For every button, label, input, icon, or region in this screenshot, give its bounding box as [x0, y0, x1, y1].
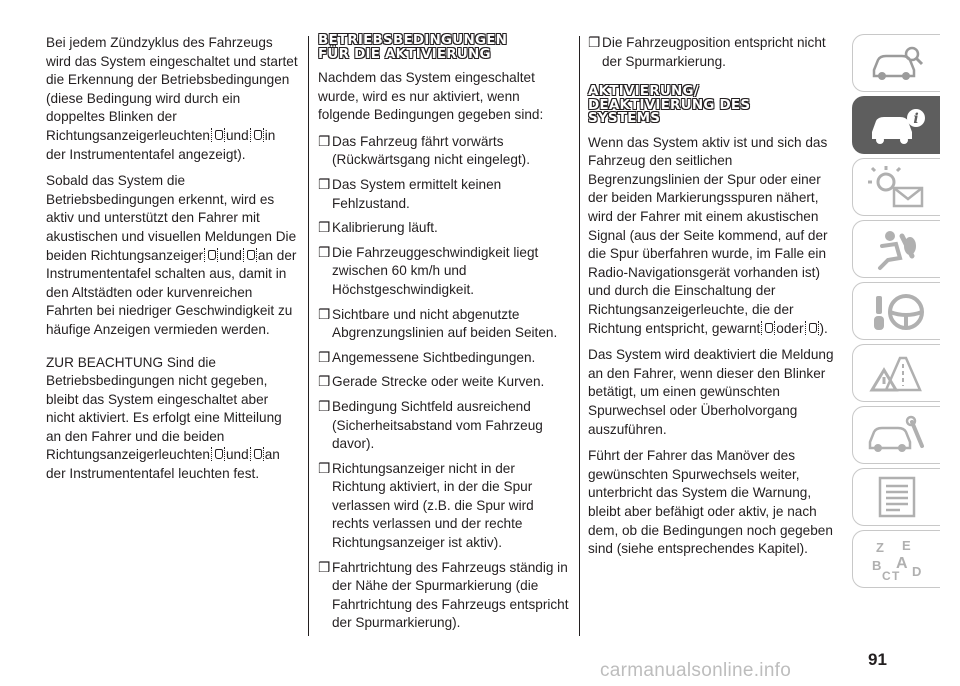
- column-middle: [318, 34, 570, 639]
- tab-maintenance[interactable]: [852, 406, 940, 464]
- list-item: ❒ Kalibrierung läuft.: [318, 219, 570, 238]
- watermark: carmanualsonline.info: [600, 660, 792, 681]
- airbag-person-icon: [866, 226, 928, 272]
- list-item: ❒ Gerade Strecke oder weite Kurven.: [318, 373, 570, 392]
- checkbox-bullet-icon: ❒: [318, 398, 331, 414]
- turn-signal-right-icon: [243, 248, 257, 262]
- checkbox-bullet-icon: ❒: [318, 176, 331, 192]
- paragraph-note: ZUR BEACHTUNG Sind die Betriebsbedingungen nicht gegeben, bleibt das System eingeschaltet aber nicht aktiviert. Es erfolgt eine Mitteilung an den Fahrer und die beiden Richtungsanzeigerleuchten und an der Instrumententafel leuchten fest.: [46, 354, 282, 482]
- checkbox-bullet-icon: ❒: [318, 220, 331, 236]
- tab-starting-driving[interactable]: [852, 282, 940, 340]
- page-number: 91: [868, 650, 887, 669]
- info-letter: i: [912, 111, 919, 127]
- chapter-tabs: [852, 34, 944, 592]
- checkbox-bullet-icon: ❒: [318, 460, 331, 476]
- turn-signal-right-icon: [250, 128, 264, 142]
- turn-signal-left-icon: [204, 248, 218, 262]
- car-search-icon: [866, 40, 928, 86]
- turn-signal-left-icon: [211, 128, 225, 142]
- car-info-icon: [866, 102, 928, 148]
- list-item: ❒ Richtungsanzeiger nicht in der Richtung aktiviert, in der die Spur verlassen wird (z.B. die Spur wird rechts verlassen und der rechte Richtungsanzeiger ist aktiv).: [318, 460, 534, 551]
- column-divider: [579, 36, 580, 636]
- paragraph-deactivation: Das System wird deaktiviert die Meldung an den Fahrer, wenn dieser den Blinker betätigt, um einen gewünschten Spurwechsel oder Überholvorgang auszuführen.: [588, 347, 834, 437]
- conditions-intro: Nachdem das System eingeschaltet wurde, wird es nur aktiviert, wenn folgende Bedingungen gegeben sind:: [318, 70, 544, 123]
- alphabet-index-icon: [866, 536, 928, 582]
- list-item: ❒ Sichtbare und nicht abgenutzte Abgrenzungslinien auf beiden Seiten.: [318, 306, 558, 341]
- svg-text:E: E: [901, 538, 911, 553]
- tab-technical-data[interactable]: [852, 468, 940, 526]
- list-item: ❒ Angemessene Sichtbedingungen.: [318, 349, 570, 368]
- column-divider: [308, 36, 309, 636]
- paragraph-maneuver: Führt der Fahrer das Manöver des gewünschten Spurwechsels weiter, unterbricht das System die Warnung, bleibt aber befähigt oder aktiv, je nach dem, ob die Bedingungen noch gegeben sind (siehe entsprechendes Kapitel).: [588, 448, 833, 557]
- paragraph-startup: Bei jedem Zündzyklus des Fahrzeugs wird das System eingeschaltet und startet die Erkennung der Betriebsbedingungen (diese Bedingung wird durch ein doppeltes Blinken der Richtungsanzeigerleuchten und in der Instrumententafel angezeigt).: [46, 35, 298, 162]
- column-right: [588, 34, 838, 567]
- road-warning-icon: [866, 350, 928, 396]
- list-item: ❒ Fahrtrichtung des Fahrzeugs ständig in der Nähe der Spurmarkierung (die Fahrtrichtung des Fahrzeugs entspricht der Spurmarkierung).: [318, 559, 569, 631]
- tab-dashboard[interactable]: [852, 96, 940, 154]
- svg-text:D: D: [911, 564, 921, 579]
- turn-signal-left-icon: [211, 447, 225, 461]
- list-item: ❒ Die Fahrzeuggeschwindigkeit liegt zwischen 60 km/h und Höchstgeschwindigkeit.: [318, 244, 539, 297]
- column-left: [46, 34, 298, 492]
- svg-text:B: B: [871, 558, 881, 573]
- tab-safety[interactable]: [852, 220, 940, 278]
- checkbox-bullet-icon: ❒: [318, 374, 331, 390]
- tab-knowing-vehicle[interactable]: [852, 34, 940, 92]
- svg-text:T: T: [891, 569, 899, 582]
- checkbox-bullet-icon: ❒: [588, 35, 601, 50]
- paragraph-active: Sobald das System die Betriebsbedingungen erkennt, wird es aktiv und unterstützt den Fahrer mit akustischen und visuellen Meldungen Die beiden Richtungsanzeiger und an der Instrumententafel schalten aus, damit in den Altstädten oder kurvenreichen Fahrten bei niedriger Geschwindigkeit zu häufige Anzeigen vermieden werden.: [46, 173, 297, 337]
- turn-signal-right-icon: [250, 447, 264, 461]
- list-item: ❒ Das Fahrzeug fährt vorwärts (Rückwärtsgang nicht eingelegt).: [318, 133, 530, 168]
- list-item: ❒ Die Fahrzeugposition entspricht nicht der Spurmarkierung.: [588, 35, 826, 69]
- list-item: ❒ Das System ermittelt keinen Fehlzustand.: [318, 176, 502, 211]
- list-item: ❒ Bedingung Sichtfeld ausreichend (Sicherheitsabstand vom Fahrzeug davor).: [318, 398, 543, 452]
- section-heading: BETRIEBSBEDINGUNGEN FÜR DIE AKTIVIERUNG: [318, 32, 508, 62]
- svg-text:A: A: [895, 555, 908, 572]
- section-heading: AKTIVIERUNG/ DEAKTIVIERUNG DES SYSTEMS: [588, 83, 751, 127]
- car-wrench-icon: [866, 412, 928, 458]
- svg-text:Z: Z: [875, 540, 884, 555]
- tab-emergency[interactable]: [852, 344, 940, 402]
- checkbox-bullet-icon: ❒: [318, 133, 331, 149]
- checkbox-bullet-icon: ❒: [318, 559, 331, 575]
- warning-light-icon: [866, 164, 928, 210]
- turn-signal-right-icon: [805, 321, 819, 335]
- checkbox-bullet-icon: ❒: [318, 306, 331, 322]
- checkbox-bullet-icon: ❒: [318, 349, 331, 365]
- conditions-list: [318, 133, 570, 633]
- paragraph-warning: Wenn das System aktiv ist und sich das Fahrzeug den seitlichen Begrenzungslinien der Spur oder einer der beiden Markierungsspuren nähert, wird der Fahrer mit einem akustischen Signal (aus der Seite kommend, auf der die Spur überfahren wurde, im Falle ein Radio-Navigationsgerät vorhanden ist) und durch die Einschaltung der Richtungsanzeigerleuchte, die der Richtung entspricht, gewarnt oder ).: [588, 134, 828, 336]
- tab-index[interactable]: [852, 530, 940, 588]
- steering-wheel-key-icon: [866, 288, 928, 334]
- tab-warning-lights[interactable]: [852, 158, 940, 216]
- turn-signal-left-icon: [761, 321, 775, 335]
- checkbox-bullet-icon: ❒: [318, 244, 331, 260]
- svg-text:C: C: [881, 569, 891, 582]
- document-list-icon: [866, 474, 928, 520]
- conditions-list-continued: [588, 34, 838, 71]
